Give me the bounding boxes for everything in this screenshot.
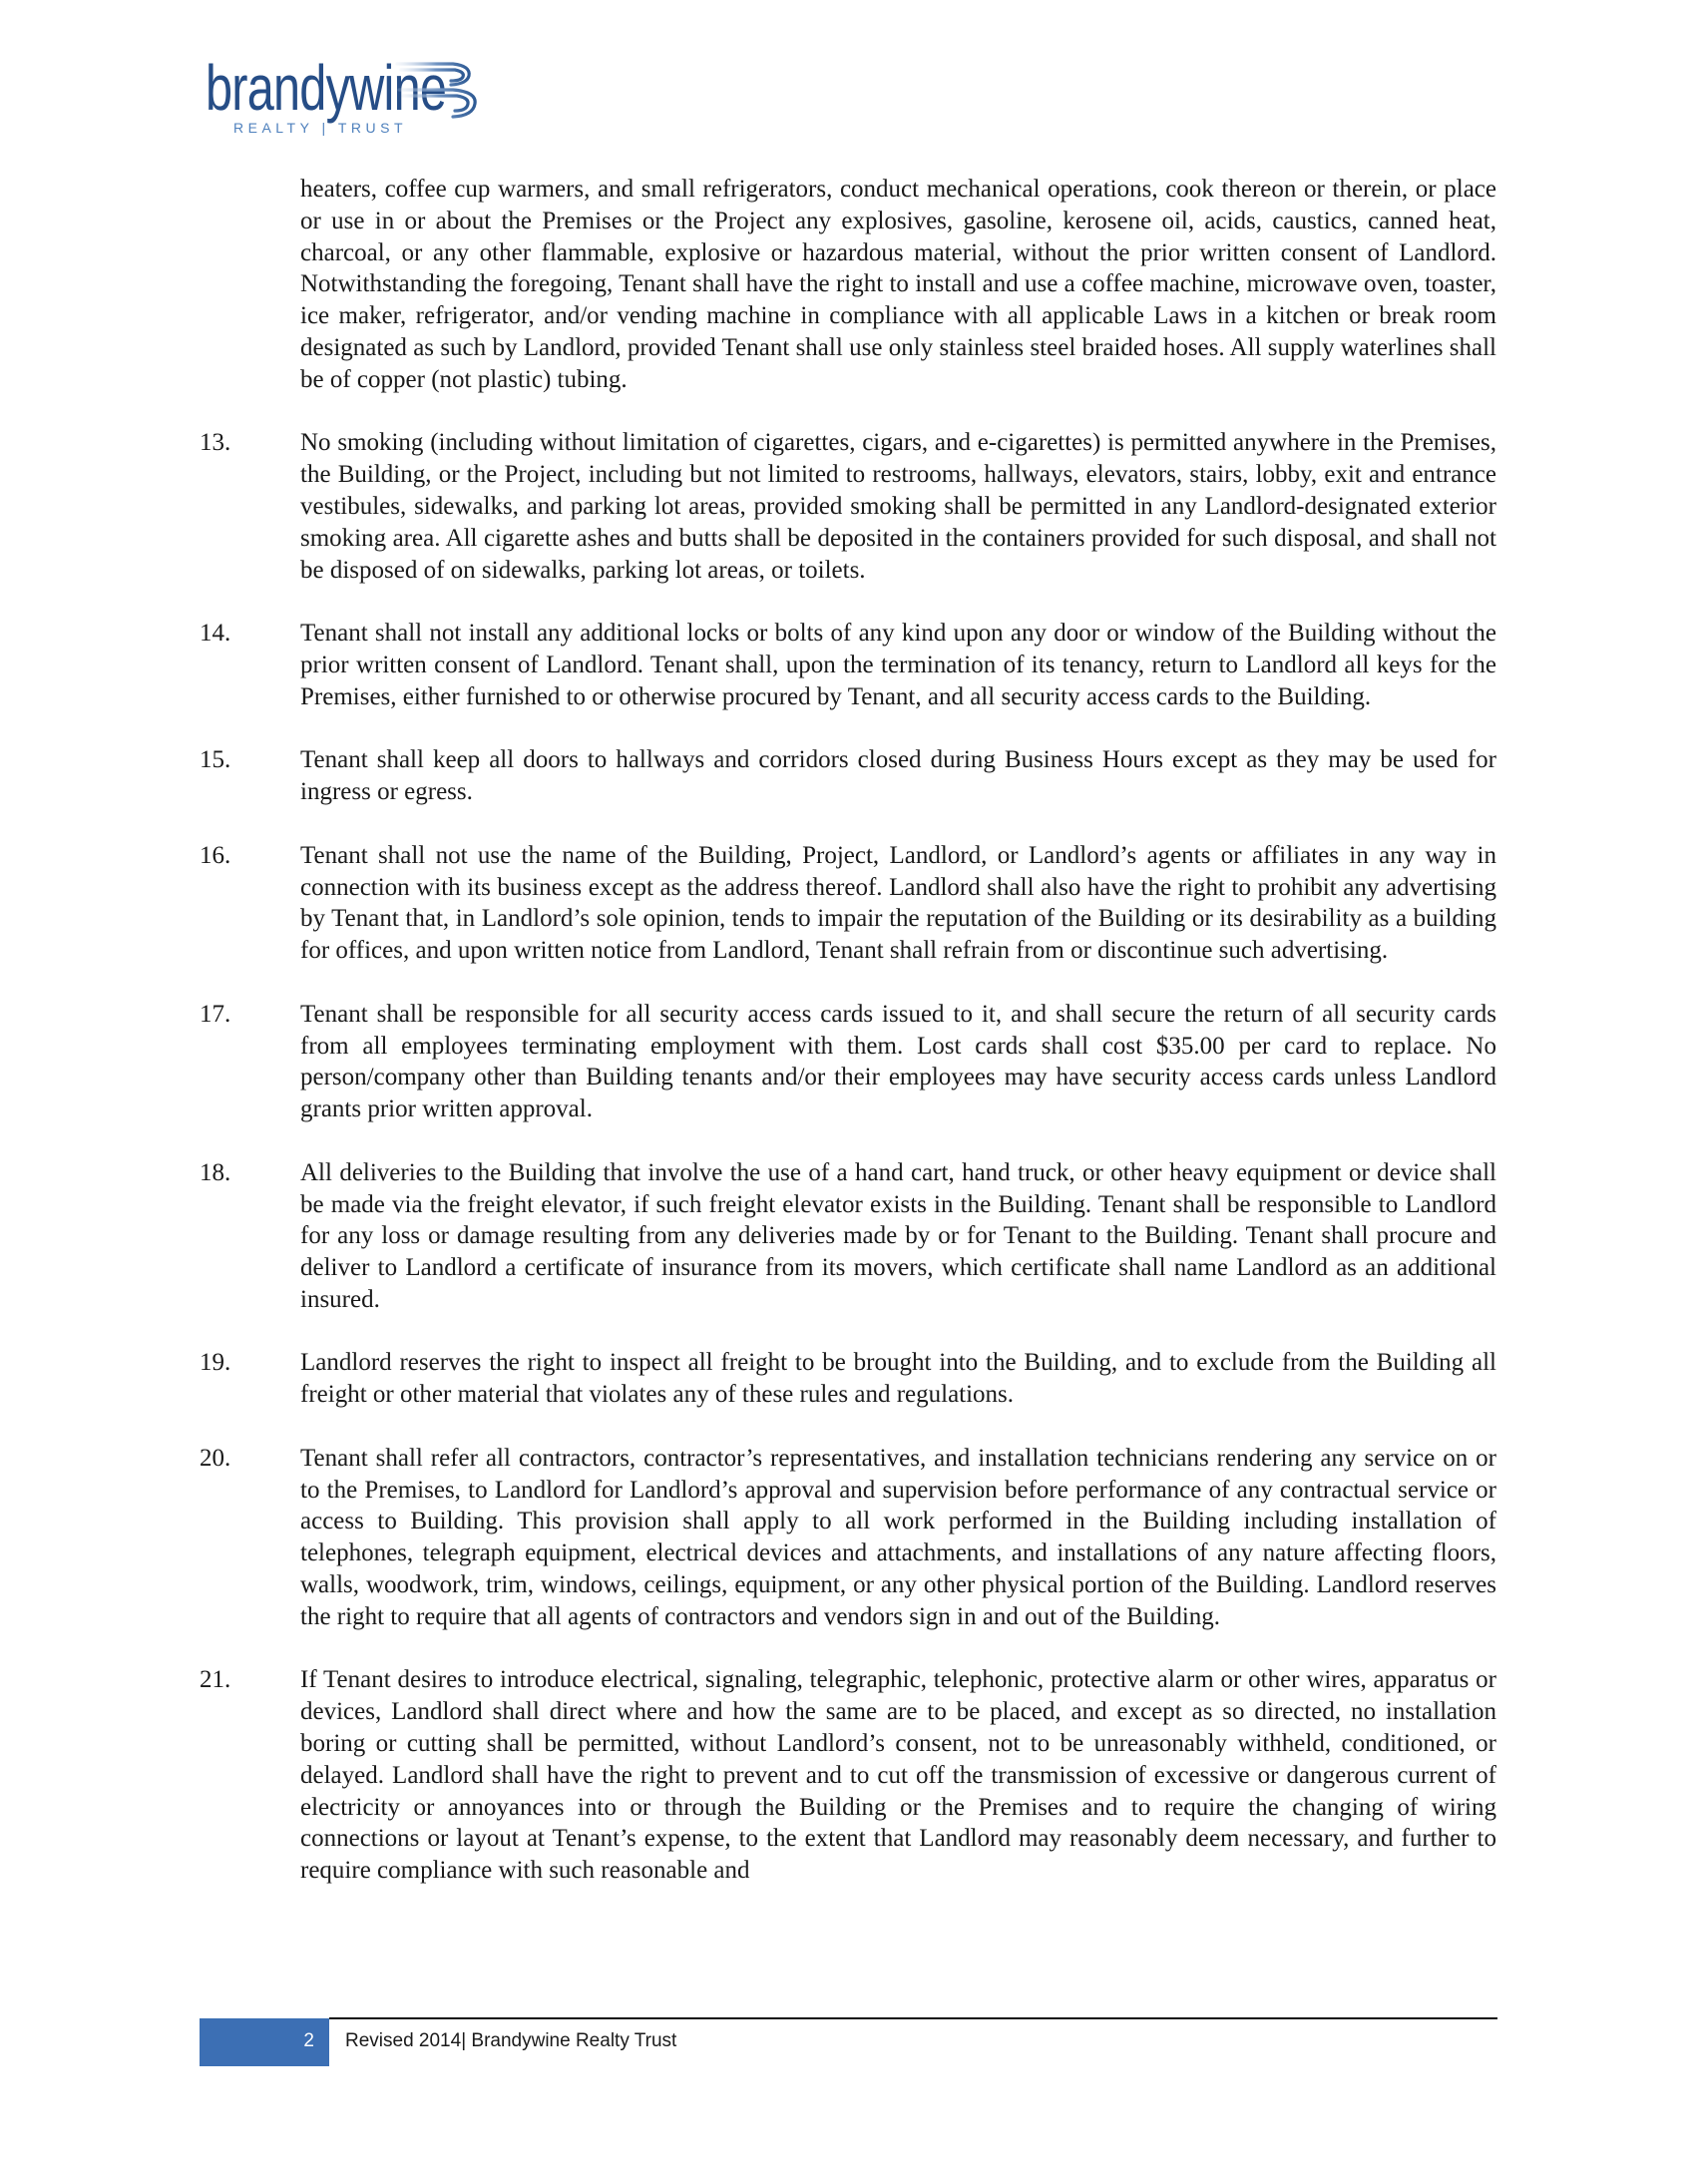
- rule-text: Tenant shall be responsible for all security access cards issued to it, and shall secure the return of all security cards from all employees terminating employment with them. Lost cards shall cost $35.00 per card to replace. No person/company other than Building tenants and/or their employees may have security access cards unless Landlord grants prior written approval.: [300, 1000, 1496, 1123]
- logo-tagline: REALTY | TRUST: [233, 120, 407, 136]
- rule-text: No smoking (including without limitation of cigarettes, cigars, and e-cigarettes) is permitted anywhere in the Premises, the Building, or the Project, including but not limited to restrooms, hallways, elevators, stairs, lobby, exit and entrance vestibules, sidewalks, and parking lot areas, provided smoking shall be permitted in any Landlord-designated exterior smoking area. All cigarette ashes and butts shall be deposited in the containers provided for such disposal, and shall not be disposed of on sidewalks, parking lot areas, or toilets.: [300, 429, 1496, 584]
- rule-number: 18.: [200, 1158, 231, 1186]
- rule-item-19: [200, 1347, 1496, 1411]
- rule-item-13: [200, 427, 1496, 586]
- rule-number: 15.: [200, 746, 231, 774]
- logo-swoosh-icon: [395, 54, 495, 134]
- rule-number: 21.: [200, 1666, 231, 1694]
- rule-item-18: [200, 1157, 1496, 1316]
- rule-text: All deliveries to the Building that involve the use of a hand cart, hand truck, or other heavy equipment or device shall be made via the freight elevator, if such freight elevator exists in the Building. Tenant shall be responsible to Landlord for any loss or damage resulting from any deliveries made by or for Tenant to the Building. Tenant shall procure and deliver to Landlord a certificate of insurance from its movers, which certificate shall name Landlord as an additional insured.: [300, 1158, 1496, 1313]
- brand-logo: [206, 50, 495, 140]
- rule-item-16: [200, 840, 1496, 967]
- rule-text: Tenant shall not install any additional locks or bolts of any kind upon any door or window of the Building without the prior written consent of Landlord. Tenant shall, upon the termination of its tenancy, return to Landlord all keys for the Premises, either furnished to or otherwise procured by Tenant, and all security access cards to the Building.: [300, 620, 1496, 710]
- rule-text: If Tenant desires to introduce electrical, signaling, telegraphic, telephonic, protective alarm or other wires, apparatus or devices, Landlord shall direct where and how the same are to be placed, and except as so directed, no installation boring or cutting shall be permitted, without Landlord’s consent, not to be unreasonably withheld, conditioned, or delayed. Landlord shall have the right to prevent and to cut off the transmission of excessive or dangerous current of electricity or annoyances into or through the Building or the Premises and to require the changing of wiring connections or layout at Tenant’s expense, to the extent that Landlord may reasonably deem necessary, and further to require compliance with such reasonable and: [300, 1666, 1496, 1885]
- rule-number: 13.: [200, 429, 231, 457]
- rule-text: Tenant shall not use the name of the Building, Project, Landlord, or Landlord’s agents or affiliates in any way in connection with its business except as the address thereof. Landlord shall also have the right to prohibit any advertising by Tenant that, in Landlord’s sole opinion, tends to impair the reputation of the Building or its desirability as a building for offices, and upon written notice from Landlord, Tenant shall refrain from or discontinue such advertising.: [300, 841, 1496, 965]
- rule-text: Landlord reserves the right to inspect all freight to be brought into the Building, and to exclude from the Building all freight or other material that violates any of these rules and regulations.: [300, 1349, 1496, 1409]
- rule-item-14: [200, 618, 1496, 712]
- rule-number: 20.: [200, 1444, 231, 1472]
- rule-item-17: [200, 999, 1496, 1125]
- rules-body: [200, 174, 1496, 1887]
- rule-number: 16.: [200, 841, 231, 869]
- footer-divider: [329, 2017, 1497, 2019]
- rule-item-15: [200, 744, 1496, 808]
- rule-number: 14.: [200, 620, 231, 648]
- page-number: 2: [303, 2030, 314, 2051]
- rule-item-21: [200, 1664, 1496, 1887]
- logo-wordmark: brandywine: [206, 52, 447, 124]
- rule-text: Tenant shall refer all contractors, contractor’s representatives, and installation technicians rendering any service on or to the Premises, to Landlord for Landlord’s approval and supervision before performance of any contractual service or access to Building. This provision shall apply to all work performed in the Building including installation of telephones, telegraph equipment, electrical devices and attachments, and installations of any nature affecting floors, walls, woodwork, trim, windows, ceilings, equipment, or any other physical portion of the Building. Landlord reserves the right to require that all agents of contractors and vendors sign in and out of the Building.: [300, 1444, 1496, 1630]
- rule-number: 19.: [200, 1349, 231, 1377]
- rule-item-20: [200, 1443, 1496, 1633]
- rule-number: 17.: [200, 1000, 231, 1028]
- rule-text: Tenant shall keep all doors to hallways and corridors closed during Business Hours except as they may be used for ingress or egress.: [300, 746, 1496, 806]
- continuation-paragraph: heaters, coffee cup warmers, and small refrigerators, conduct mechanical operations, cook thereon or therein, or place or use in or about the Premises or the Project any explosives, gasoline, kerosene oil, acids, caustics, canned heat, charcoal, or any other flammable, explosive or hazardous material, without the prior written consent of Landlord. Notwithstanding the foregoing, Tenant shall have the right to install and use a coffee machine, microwave oven, toaster, ice maker, refrigerator, and/or vending machine in compliance with all applicable Laws in a kitchen or break room designated as such by Landlord, provided Tenant shall use only stainless steel braided hoses. All supply waterlines shall be of copper (not plastic) tubing.: [300, 176, 1496, 393]
- footer-text: Revised 2014| Brandywine Realty Trust: [345, 2030, 677, 2051]
